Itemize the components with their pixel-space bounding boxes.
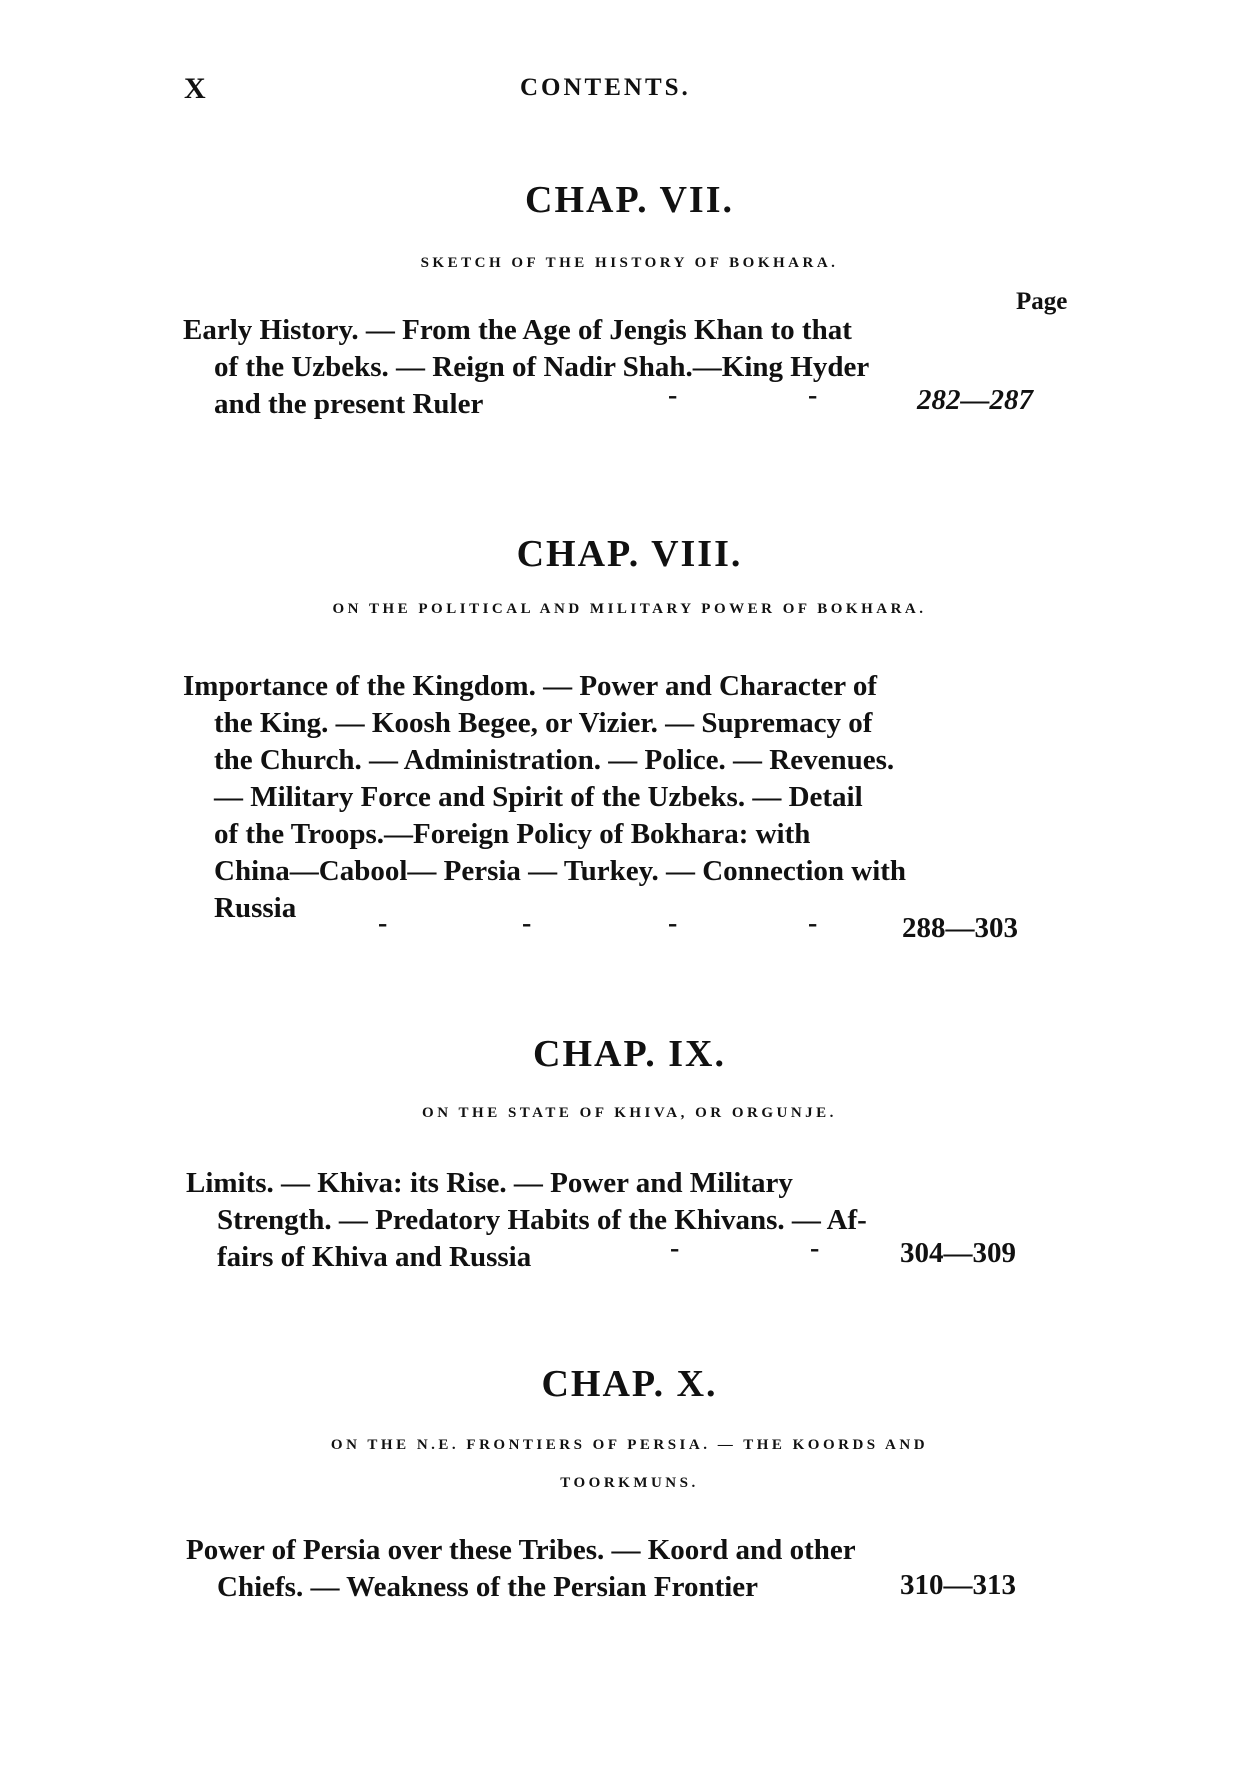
chapter-subtitle: ON THE STATE OF KHIVA, OR ORGUNJE. — [422, 1105, 837, 1121]
chapter-heading: CHAP. VII. — [525, 179, 734, 221]
leader-dash: - — [670, 1233, 680, 1264]
chapter-section — [0, 532, 1259, 628]
leader-dash: - — [378, 908, 388, 939]
leader-dash: - — [808, 380, 818, 411]
contents-entry — [183, 312, 1023, 423]
chapter-subtitle: SKETCH OF THE HISTORY OF BOKHARA. — [420, 255, 839, 271]
entry-line: Chiefs. — Weakness of the Persian Frontier — [217, 1571, 759, 1603]
entry-line: Russia — [214, 892, 297, 924]
page-range: 282—287 — [917, 384, 1033, 416]
entry-line: the King. — Koosh Begee, or Vizier. — Supremacy of — [214, 707, 873, 739]
entry-line: — Military Force and Spirit of the Uzbeks. — Detail — [214, 781, 863, 813]
chapter-heading: CHAP. IX. — [533, 1033, 726, 1075]
entry-line: fairs of Khiva and Russia — [217, 1241, 532, 1273]
leader-dash: - — [522, 908, 532, 939]
chapter-section — [0, 1362, 1259, 1502]
chapter-section — [0, 1032, 1259, 1132]
chapter-subtitle: ON THE N.E. FRONTIERS OF PERSIA. — THE KOORDS AND — [330, 1437, 929, 1453]
entry-line: the Church. — Administration. — Police. — Revenues. — [214, 744, 895, 776]
page-range: 288—303 — [902, 912, 1018, 944]
entry-line: Limits. — Khiva: its Rise. — Power and Military — [186, 1167, 793, 1199]
page-range: 304—309 — [900, 1237, 1016, 1269]
entry-line: Early History. — From the Age of Jengis Khan to that — [183, 314, 852, 346]
entry-line: Strength. — Predatory Habits of the Khivans. — Af- — [217, 1204, 867, 1236]
entry-line: Power of Persia over these Tribes. — Koord and other — [186, 1534, 856, 1566]
entry-line: of the Uzbeks. — Reign of Nadir Shah.—King Hyder — [214, 351, 870, 383]
entry-line: of the Troops.—Foreign Policy of Bokhara: with — [214, 818, 811, 850]
entry-line: China—Cabool— Persia — Turkey. — Connection with — [214, 855, 907, 887]
entry-line: and the present Ruler — [214, 388, 484, 420]
chapter-heading: CHAP. X. — [541, 1363, 718, 1405]
leader-dash: - — [668, 908, 678, 939]
page-range: 310—313 — [900, 1569, 1016, 1601]
contents-entry — [183, 668, 1023, 927]
chapter-subtitle: ON THE POLITICAL AND MILITARY POWER OF BOKHARA. — [332, 601, 927, 617]
page-column-label: Page — [1016, 288, 1068, 315]
page-folio: X — [184, 72, 207, 105]
running-title: CONTENTS. — [520, 74, 691, 101]
chapter-heading: CHAP. VIII. — [516, 533, 743, 575]
entry-line: Importance of the Kingdom. — Power and Character of — [183, 670, 878, 702]
leader-dash: - — [808, 908, 818, 939]
running-head — [0, 72, 1259, 112]
leader-dash: - — [668, 380, 678, 411]
chapter-section — [0, 178, 1259, 282]
leader-dash: - — [810, 1233, 820, 1264]
chapter-subtitle: TOORKMUNS. — [560, 1475, 699, 1491]
